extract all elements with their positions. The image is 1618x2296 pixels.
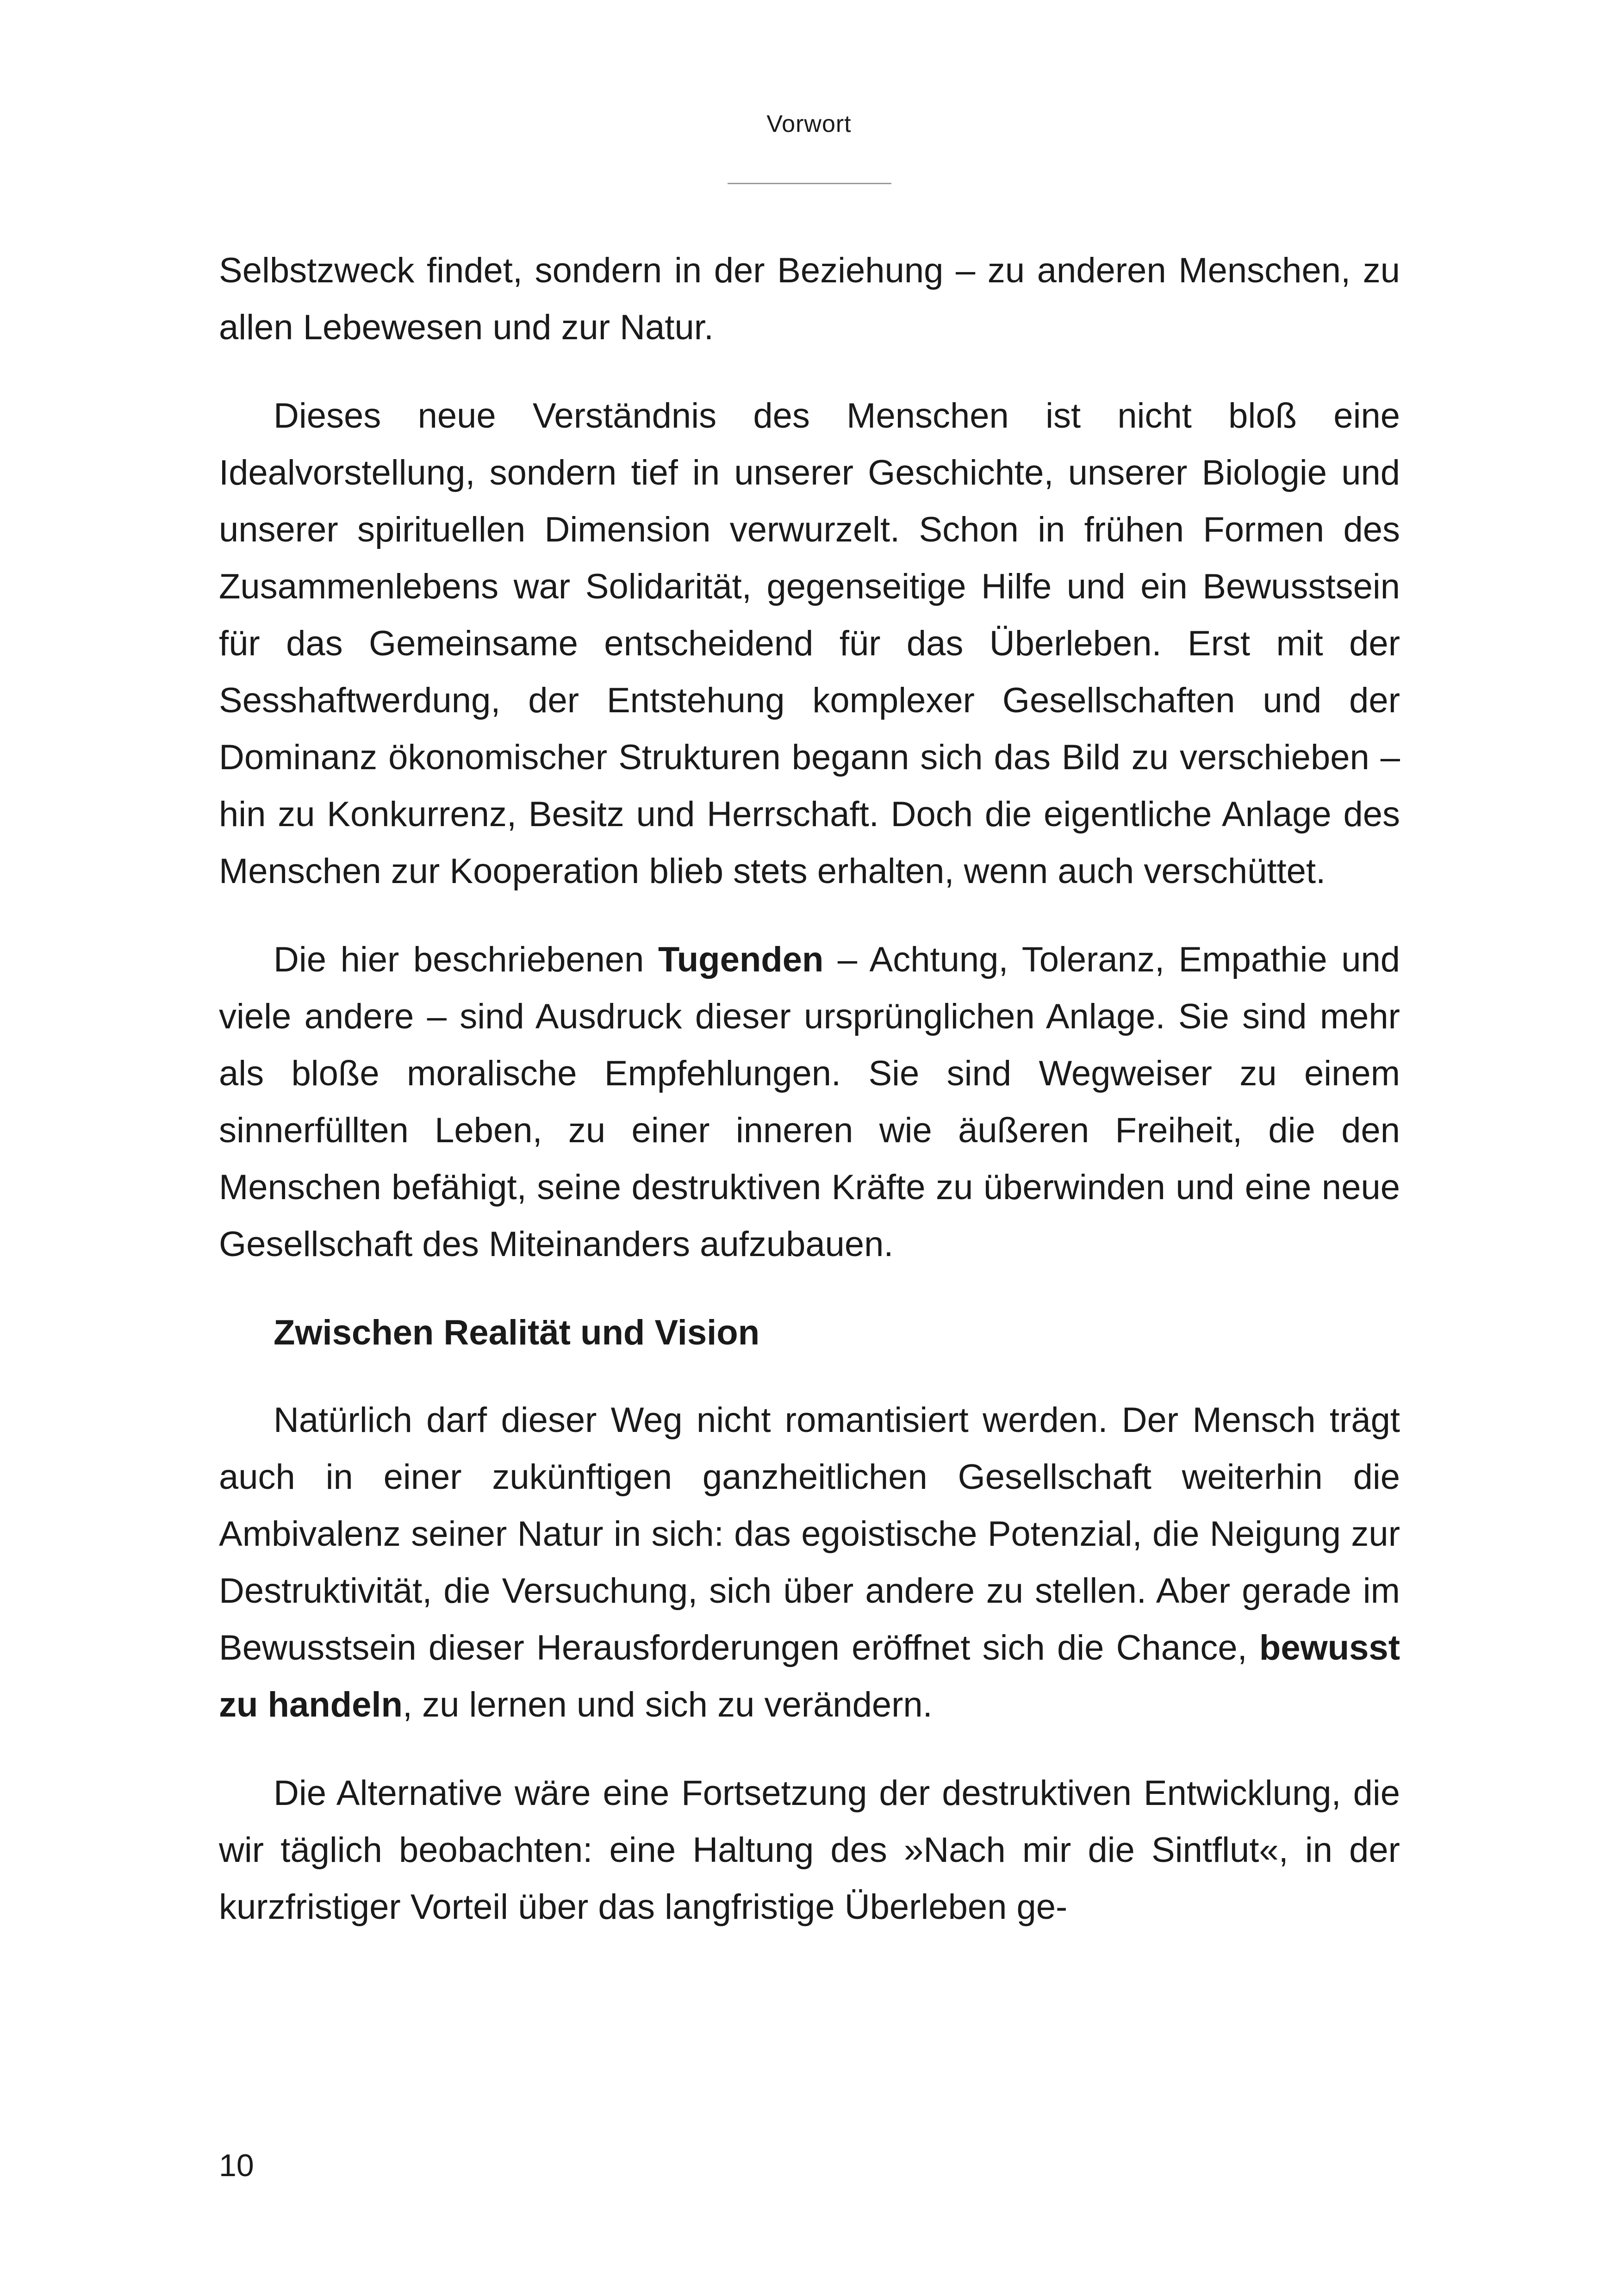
paragraph-3-text-end: – Achtung, Toleranz, Empathie und viele andere – sind Ausdruck dieser ursprünglichen Anlage. Sie sind mehr als bloße moralische Empfehlungen. Sie sind Wegweiser zu einem sinnerfüllten Leben, zu einer inneren wie äußeren Freiheit, die den Menschen befähigt, seine destruktiven Kräfte zu überwinden und eine neue Gesellschaft des Miteinanders aufzubauen. <box>219 940 1400 1264</box>
paragraph-3 <box>219 931 1400 1273</box>
paragraph-3-text-start: Die hier beschriebenen <box>274 940 658 979</box>
page-number: 10 <box>219 2148 254 2183</box>
paragraph-5: Die Alternative wäre eine Fortsetzung der destruktiven Entwicklung, die wir täglich beobachten: eine Haltung des »Nach mir die Sintflut«, in der kurzfristiger Vorteil über das langfristige Überleben ge- <box>219 1773 1400 1927</box>
header-divider <box>728 183 891 184</box>
page-body <box>219 242 1400 1967</box>
paragraph-4-emphasis: bewusst zu handeln <box>219 1628 1400 1724</box>
paragraph-2: Dieses neue Verständnis des Menschen ist nicht bloß eine Idealvorstellung, sondern tief in unserer Geschichte, unserer Biologie und unserer spirituellen Dimension verwurzelt. Schon in frühen Formen des Zusammenlebens war Solidarität, gegenseitige Hilfe und ein Bewusstsein für das Gemeinsame entscheidend für das Überleben. Erst mit der Sesshaftwerdung, der Entstehung komplexer Gesellschaften und der Dominanz ökonomischer Strukturen begann sich das Bild zu verschieben – hin zu Konkurrenz, Besitz und Herrschaft. Doch die eigentliche Anlage des Menschen zur Kooperation blieb stets erhalten, wenn auch verschüttet. <box>219 396 1400 891</box>
running-head-title: Vorwort <box>766 111 852 137</box>
paragraph-3-emphasis: Tugenden <box>658 940 824 979</box>
section-heading: Zwischen Realität und Vision <box>274 1313 760 1352</box>
paragraph-4-text-start: Natürlich darf dieser Weg nicht romantisiert werden. Der Mensch trägt auch in einer zukünftigen ganzheitlichen Gesellschaft weiterhin die Ambivalenz seiner Natur in sich: das egoistische Potenzial, die Neigung zur Destruktivität, die Versuchung, sich über andere zu stellen. Aber gerade im Bewusstsein dieser Herausforderungen eröffnet sich die Chance, <box>219 1400 1400 1668</box>
paragraph-4 <box>219 1392 1400 1733</box>
paragraph-1: Selbstzweck findet, sondern in der Beziehung – zu anderen Menschen, zu allen Lebewesen und zur Natur. <box>219 251 1400 347</box>
paragraph-4-text-end: , zu lernen und sich zu verändern. <box>402 1685 933 1724</box>
